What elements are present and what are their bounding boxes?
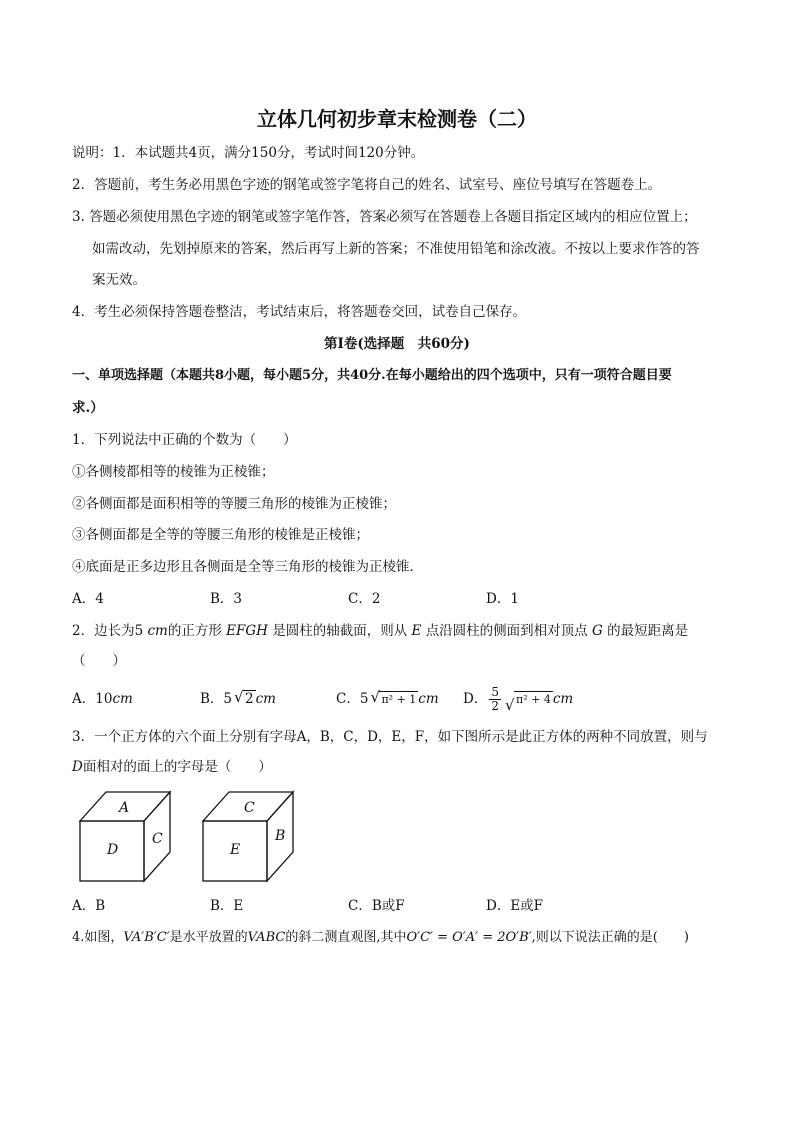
cube1-front-label: D (107, 842, 119, 858)
q1-option-a: A．4 (72, 591, 104, 607)
q2-option-a-value: 10 (95, 691, 113, 707)
cube1-top-label: A (119, 800, 130, 816)
q2-point-g: G (591, 623, 603, 639)
q3-option-c: C．B或F (348, 898, 405, 914)
cube2-right-label: B (275, 828, 286, 844)
cube-figure-2 (199, 788, 299, 884)
q1-statement-1: ①各侧棱都相等的棱锥为正棱锥； (72, 464, 275, 480)
q4-stem-part2: 是水平放置的 (169, 930, 248, 945)
q2-option-c-sqrt: √ π² + 1 (370, 688, 417, 706)
q2-stem-part4: 点沿圆柱的侧面到相对顶点 (425, 623, 588, 639)
q1-statement-3: ③各侧面都是全等的等腰三角形的棱锥是正棱锥； (72, 527, 369, 543)
q2-point-e: E (411, 623, 422, 639)
cube1-right-label: C (152, 831, 163, 847)
q2-side-length: 5 (134, 623, 144, 639)
q2-stem (72, 621, 688, 641)
q2-option-b-radicand: 2 (245, 691, 254, 707)
cube2-top-label: C (244, 800, 255, 816)
q2-option-c-label: C． (336, 691, 360, 707)
q2-stem-part5: 的最短距离是 (607, 623, 689, 639)
q2-option-d-unit: cm (552, 691, 574, 707)
q2-option-d-label: D． (463, 691, 488, 707)
q2-option-d-denominator: 2 (491, 699, 499, 713)
q2-stem-part1: 2．边长为 (72, 623, 135, 639)
q1-option-d: D．1 (486, 591, 519, 607)
q4-triangle-original: VABC (247, 930, 286, 945)
cube2-front-label: E (230, 842, 241, 858)
q3-stem: 3．一个正方体的六个面上分别有字母A，B，C，D，E，F，如下图所示是此正方体的两种不同放置，则与 (72, 729, 708, 745)
q2-option-a-unit: cm (112, 691, 133, 707)
q2-stem-cont: （ ） (72, 653, 126, 669)
note-3-end: 案无效。 (92, 272, 146, 288)
q4-stem-part1: 4.如图， (72, 930, 124, 945)
q3-face-d: D (72, 759, 83, 775)
q4-triangle-image: VA′B′C′ (123, 930, 170, 945)
q4-stem-part3: 的斜二测直观图,其中 (285, 930, 407, 945)
q2-option-a (72, 689, 133, 709)
q2-stem-part2: 的正方形 (167, 623, 222, 639)
cube-figure-1 (76, 788, 176, 884)
q2-option-d-radicand: π² + 4 (515, 693, 551, 706)
exam-title: 立体几何初步章末检测卷（二） (257, 107, 537, 131)
q3-stem-cont (72, 757, 272, 777)
q4-stem-part4: ,则以下说法正确的是( ) (531, 930, 689, 945)
q2-option-b-sqrt: √ 2 (234, 688, 254, 707)
q3-option-b: B．E (210, 898, 244, 914)
note-1: 说明：1．本试题共4页，满分150分，考试时间120分钟。 (72, 145, 425, 161)
note-3: 3. 答题必须使用黑色字迹的钢笔或签字笔作答，答案必须写在答题卷上各题目指定区域内的相应位置上； (72, 209, 697, 225)
q4-stem (72, 928, 689, 948)
q2-option-b-unit: cm (255, 691, 276, 707)
q2-option-b-coef: 5 (223, 691, 233, 707)
q4-equation: O′C′ = O′A′ = 2O′B′ (406, 930, 532, 945)
note-3-cont: 如需改动，先划掉原来的答案，然后再写上新的答案；不准使用铅笔和涂改液。不按以上要求作答的答 (92, 241, 700, 257)
q2-option-c (336, 689, 439, 709)
q2-option-b (200, 689, 276, 709)
part1-heading-cont: 求.） (72, 400, 104, 416)
q2-unit: cm (147, 623, 168, 639)
q2-option-d-sqrt: √ π² + 4 (504, 693, 551, 714)
q2-option-a-label: A． (72, 691, 96, 707)
q1-statement-2: ②各侧面都是面积相等的等腰三角形的棱锥为正棱锥； (72, 496, 396, 512)
q1-stem: 1．下列说法中正确的个数为（ ） (72, 432, 297, 448)
q2-option-b-label: B． (200, 691, 224, 707)
q1-statement-4: ④底面是正多边形且各侧面是全等三角形的棱锥为正棱锥． (72, 559, 423, 575)
q3-option-d: D．E或F (486, 898, 544, 914)
q2-square-name: EFGH (226, 623, 268, 639)
q1-option-b: B．3 (210, 591, 243, 607)
q2-option-d (463, 682, 573, 716)
q2-option-c-coef: 5 (359, 691, 369, 707)
q2-option-d-fraction (489, 686, 501, 713)
q2-stem-part3: 是圆柱的轴截面，则从 (272, 623, 408, 639)
note-4: 4．考生必须保持答题卷整洁，考试结束后，将答题卷交回，试卷自己保存。 (72, 304, 527, 320)
q2-option-c-unit: cm (418, 691, 439, 707)
q3-option-a: A．B (72, 898, 106, 914)
section-title: 第Ⅰ卷(选择题 共60分) (324, 336, 470, 352)
part1-heading: 一、单项选择题（本题共8小题，每小题5分，共40分.在每小题给出的四个选项中，只有一项符合题目要 (72, 368, 672, 383)
q2-option-d-numerator: 5 (491, 685, 499, 699)
q2-option-c-radicand: π² + 1 (381, 693, 417, 706)
note-2: 2．答题前，考生务必用黑色字迹的钢笔或签字笔将自己的姓名、试室号、座位号填写在答题卷上。 (72, 177, 662, 193)
q3-stem-cont-text: 面相对的面上的字母是（ ） (82, 759, 272, 775)
q1-option-c: C．2 (348, 591, 381, 607)
